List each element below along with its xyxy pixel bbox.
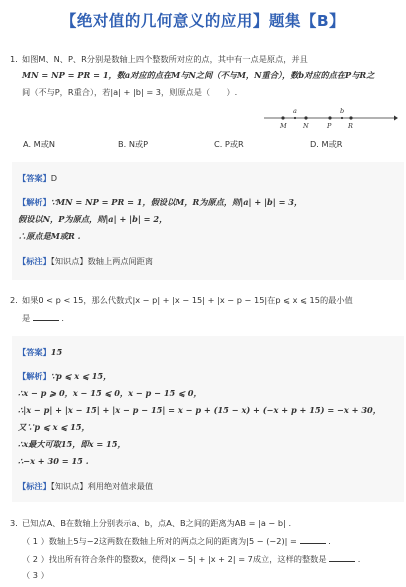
q2-analysis-line1: ∵p ⩽ x ⩽ 15，	[50, 371, 112, 381]
q2-note-row	[18, 481, 153, 492]
q1-option-b[interactable]: B. N或P	[118, 139, 149, 149]
analysis-tag: 【解析】	[18, 197, 51, 207]
q1-analysis-line2: 假设以N，P为原点，则|a| + |b| = 2，	[18, 214, 168, 224]
q3-stem-line1: 已知点A、B在数轴上分别表示a、b，点A、B之间的距离为AB = |a − b| .	[22, 518, 292, 528]
q3-sub1	[22, 535, 331, 547]
q2-analysis-row1	[18, 371, 111, 382]
q1-answer-row	[18, 173, 57, 184]
q1-analysis-line3: ∴原点是M或R .	[18, 231, 81, 241]
q1-solution-box	[12, 162, 404, 280]
q2-stem-line1: 如果0 < p < 15，那么代数式|x − p| + |x − 15| + |x − p − 15|在p ⩽ x ⩽ 15的最小值	[22, 295, 353, 305]
q1-analysis-row1	[18, 197, 302, 208]
point-r-dot	[349, 116, 352, 119]
q1-option-a[interactable]: A. M或N	[23, 139, 56, 149]
number-line-arrow	[394, 116, 398, 121]
q2-solution-box	[12, 336, 404, 502]
q3-sub1-text: （ 1 ）数轴上5与−2这两数在数轴上所对的两点之间的距离为|5 − (−2)| =	[22, 536, 297, 546]
q1-number: 1.	[10, 54, 18, 64]
label-m: M	[280, 122, 287, 130]
q2-analysis-line3: ∴|x − p| + |x − 15| + |x − p − 15| = x − p + (15 − x) + (−x + p + 15) = −x + 30，	[18, 405, 381, 415]
q1-stem-line2: MN = NP = PR = 1，数a对应的点在M与N之间（不与M，N重合），数b对应的点在P与R之	[22, 70, 375, 80]
q2-analysis-line2: ∴x − p ⩾ 0，x − 15 ⩽ 0，x − p − 15 ⩽ 0，	[18, 388, 202, 398]
q1-options	[20, 139, 400, 150]
q3-sub1-end: .	[328, 536, 331, 546]
q2-analysis-line4: 又∵p ⩽ x ⩽ 15，	[18, 422, 90, 432]
q3-sub2-blank[interactable]	[329, 553, 355, 562]
q2-answer-row	[18, 347, 62, 358]
point-m-dot	[281, 116, 284, 119]
analysis-tag: 【解析】	[18, 371, 51, 381]
point-a-dot	[294, 117, 296, 119]
label-b: b	[340, 107, 345, 115]
q2-stem-suffix: .	[61, 313, 65, 323]
q2-analysis-line5: ∴x最大可取15，即x = 15，	[18, 439, 126, 449]
q3-sub2-end: .	[357, 554, 361, 564]
q1-answer: D	[50, 173, 58, 183]
q3-sub2	[22, 553, 360, 565]
q1-analysis-line1: ∵MN = NP = PR = 1，假设以M，R为原点，则|a| + |b| = 3，	[50, 197, 303, 207]
label-n: N	[303, 122, 309, 130]
q2-stem-line2	[22, 312, 64, 324]
answer-tag: 【答案】	[18, 173, 51, 183]
q1-stem-line1: 如图M、N、P、R分别是数轴上四个整数所对应的点，其中有一点是原点，并且	[22, 54, 308, 64]
point-p-dot	[328, 116, 331, 119]
answer-tag: 【答案】	[18, 347, 51, 357]
note-tag: 【标注】	[18, 481, 51, 491]
q1-note-row	[18, 256, 153, 267]
q2-answer-blank[interactable]	[33, 312, 59, 321]
point-b-dot	[341, 117, 343, 119]
q1-option-c[interactable]: C. P或R	[214, 139, 244, 149]
q2-number: 2.	[10, 295, 18, 305]
q1-note: 【知识点】数轴上两点间距离	[50, 256, 154, 266]
q3-sub3: （ 3 ）	[22, 570, 49, 580]
note-tag: 【标注】	[18, 256, 51, 266]
q2-note: 【知识点】利用绝对值求最值	[50, 481, 154, 491]
q1-stem-line3: 间（不与P，R重合），若|a| + |b| = 3，则原点是（ ）.	[22, 87, 238, 97]
page-title: 【绝对值的几何意义的应用】题集【B】	[60, 12, 346, 30]
q2-answer: 15	[50, 347, 63, 357]
q2-stem-prefix: 是	[22, 313, 31, 323]
number-line-figure	[262, 104, 398, 130]
q1-option-d[interactable]: D. M或R	[310, 139, 343, 149]
q3-number: 3.	[10, 518, 18, 528]
label-p: P	[327, 122, 332, 130]
q3-sub1-blank[interactable]	[300, 535, 326, 544]
label-a: a	[293, 107, 297, 115]
q2-analysis-line6: ∴−x + 30 = 15 .	[18, 456, 89, 466]
point-n-dot	[304, 116, 307, 119]
q3-sub2-text: （ 2 ）找出所有符合条件的整数x，使得|x − 5| + |x + 2| = 7成立，这样的整数是	[22, 554, 327, 564]
label-r: R	[348, 122, 353, 130]
